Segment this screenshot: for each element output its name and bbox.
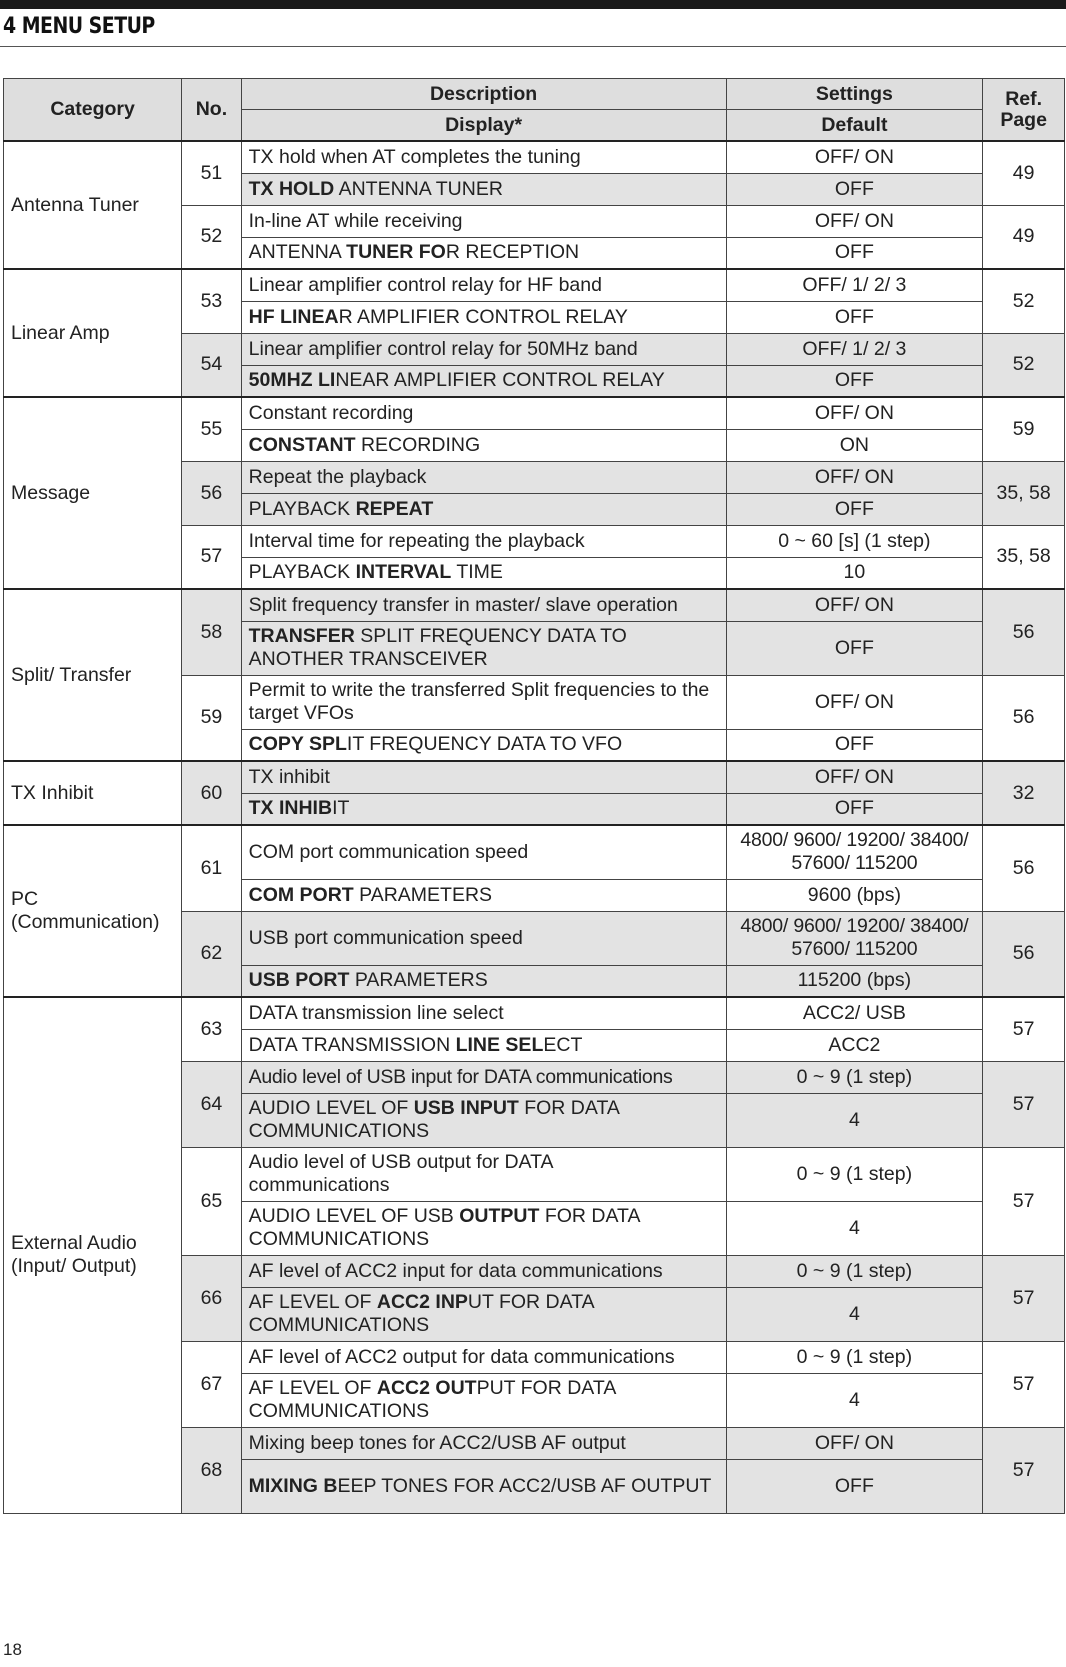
default-value: OFF: [726, 793, 983, 825]
menu-number: 65: [182, 1147, 241, 1255]
ref-page: 35, 58: [983, 461, 1065, 525]
default-value: 9600 (bps): [726, 879, 983, 911]
menu-number: 57: [182, 525, 241, 589]
display-rest: ECT: [543, 1033, 583, 1056]
header-settings: Settings: [726, 79, 983, 110]
description: Audio level of USB output for DATA communications: [241, 1147, 726, 1201]
default-value: 4: [726, 1373, 983, 1427]
description: COM port communication speed: [241, 825, 726, 879]
ref-page: 57: [983, 1061, 1065, 1147]
display-rest: PUT FOR DATA COMMUNICATIONS: [248, 1377, 616, 1422]
display-bold: USB INPUT: [413, 1097, 519, 1119]
category-cell: Antenna Tuner: [4, 141, 182, 269]
settings: OFF/ ON: [726, 675, 983, 729]
display-bold: TX HOLD: [248, 177, 335, 200]
menu-number: 63: [182, 997, 241, 1061]
default-value: OFF: [726, 621, 983, 675]
display-bold: ACC2 INP: [376, 1291, 468, 1313]
section-split-transfer: [4, 589, 1065, 761]
menu-number: 52: [182, 205, 241, 269]
settings: 4800/ 9600/ 19200/ 38400/ 57600/ 115200: [726, 825, 983, 879]
display-text: [241, 557, 726, 589]
display-text: [241, 301, 726, 333]
menu-number: 68: [182, 1427, 241, 1513]
display-bold: INTERVAL: [355, 561, 452, 584]
display-pre: PLAYBACK: [248, 497, 356, 520]
default-value: OFF: [726, 173, 983, 205]
category-cell: PC (Communication): [4, 825, 182, 997]
ref-page: 49: [983, 205, 1065, 269]
category-cell: External Audio (Input/ Output): [4, 997, 182, 1513]
header-display: Display*: [241, 110, 726, 142]
display-bold: MIXING B: [248, 1474, 338, 1497]
description: Constant recording: [241, 397, 726, 429]
menu-number: 54: [182, 333, 241, 397]
menu-number: 56: [182, 461, 241, 525]
header-description: Description: [241, 79, 726, 110]
table-row: [4, 269, 1065, 301]
settings: 4800/ 9600/ 19200/ 38400/ 57600/ 115200: [726, 911, 983, 965]
display-text: [241, 1201, 726, 1255]
ref-page: 35, 58: [983, 525, 1065, 589]
display-pre: PLAYBACK: [248, 561, 356, 584]
display-text: [241, 793, 726, 825]
display-text: [241, 1093, 726, 1147]
default-value: OFF: [726, 493, 983, 525]
ref-page: 56: [983, 825, 1065, 911]
table-row: [4, 589, 1065, 621]
display-rest: R AMPLIFIER CONTROL RELAY: [338, 305, 628, 328]
ref-page: 52: [983, 333, 1065, 397]
settings: OFF/ ON: [726, 141, 983, 173]
settings: OFF/ 1/ 2/ 3: [726, 333, 983, 365]
settings: OFF/ ON: [726, 1427, 983, 1459]
menu-number: 59: [182, 675, 241, 761]
display-text: [241, 1029, 726, 1061]
default-value: OFF: [726, 729, 983, 761]
display-bold: REPEAT: [355, 497, 434, 520]
display-text: [241, 879, 726, 911]
category-cell: Message: [4, 397, 182, 589]
menu-number: 51: [182, 141, 241, 205]
display-text: [241, 729, 726, 761]
display-pre: AUDIO LEVEL OF: [248, 1097, 414, 1119]
header-default: Default: [726, 110, 983, 142]
settings: 0 ~ 60 [s] (1 step): [726, 525, 983, 557]
table-header: [4, 79, 1065, 142]
menu-number: 61: [182, 825, 241, 911]
settings: OFF/ ON: [726, 589, 983, 621]
default-value: 4: [726, 1201, 983, 1255]
display-rest: PARAMETERS: [353, 883, 493, 906]
display-rest: RECORDING: [355, 433, 481, 456]
display-text: [241, 621, 726, 675]
display-rest: FOR DATA COMMUNICATIONS: [248, 1097, 619, 1142]
ref-page: 57: [983, 1427, 1065, 1513]
menu-number: 67: [182, 1341, 241, 1427]
description: TX hold when AT completes the tuning: [241, 141, 726, 173]
menu-number: 53: [182, 269, 241, 333]
header-no: No.: [182, 79, 241, 142]
display-bold: COM PORT: [248, 883, 354, 906]
settings: 0 ~ 9 (1 step): [726, 1341, 983, 1373]
page-number: 18: [3, 1640, 22, 1659]
default-value: OFF: [726, 1459, 983, 1513]
display-rest: IT FREQUENCY DATA TO VFO: [346, 733, 623, 756]
description: Audio level of USB input for DATA communications: [241, 1061, 726, 1093]
menu-setup-table: [3, 78, 1065, 1514]
ref-page: 52: [983, 269, 1065, 333]
menu-number: 55: [182, 397, 241, 461]
display-bold: CONSTANT: [248, 433, 356, 456]
display-text: [241, 237, 726, 269]
display-text: [241, 1287, 726, 1341]
ref-page: 56: [983, 589, 1065, 675]
display-bold: USB PORT: [248, 969, 350, 992]
display-rest: ANTENNA TUNER: [334, 177, 503, 200]
table-row: [4, 761, 1065, 793]
display-text: [241, 493, 726, 525]
table-row: [4, 997, 1065, 1029]
table-row: [4, 397, 1065, 429]
menu-number: 64: [182, 1061, 241, 1147]
header-ref-page: Ref. Page: [983, 79, 1065, 142]
settings: 0 ~ 9 (1 step): [726, 1061, 983, 1093]
display-bold: ACC2 OUT: [376, 1377, 477, 1399]
display-rest: R RECEPTION: [445, 241, 580, 264]
ref-page: 57: [983, 1147, 1065, 1255]
display-text: [241, 365, 726, 397]
default-value: OFF: [726, 301, 983, 333]
section-pc-communication: [4, 825, 1065, 997]
description: TX inhibit: [241, 761, 726, 793]
description: Interval time for repeating the playback: [241, 525, 726, 557]
display-rest: FOR DATA COMMUNICATIONS: [248, 1205, 640, 1250]
description: Linear amplifier control relay for HF band: [241, 269, 726, 301]
display-bold: HF LINEA: [248, 305, 339, 328]
section-antenna-tuner: [4, 141, 1065, 269]
display-pre: AUDIO LEVEL OF USB: [248, 1205, 460, 1227]
ref-page: 32: [983, 761, 1065, 825]
settings: OFF/ 1/ 2/ 3: [726, 269, 983, 301]
table-row: [4, 141, 1065, 173]
ref-page: 56: [983, 911, 1065, 997]
display-text: [241, 965, 726, 997]
display-rest: SPLIT FREQUENCY DATA TO ANOTHER TRANSCEIVER: [248, 625, 627, 670]
category-cell: Linear Amp: [4, 269, 182, 397]
display-rest: NEAR AMPLIFIER CONTROL RELAY: [335, 369, 665, 392]
description: DATA transmission line select: [241, 997, 726, 1029]
ref-page: 57: [983, 1255, 1065, 1341]
display-rest: TIME: [451, 561, 503, 584]
settings: OFF/ ON: [726, 397, 983, 429]
settings: 0 ~ 9 (1 step): [726, 1255, 983, 1287]
section-linear-amp: [4, 269, 1065, 397]
description: AF level of ACC2 output for data communications: [241, 1341, 726, 1373]
display-bold: COPY SPL: [248, 733, 347, 756]
top-rule: [0, 0, 1066, 9]
section-tx-inhibit: [4, 761, 1065, 825]
display-text: [241, 1459, 726, 1513]
display-text: [241, 429, 726, 461]
menu-number: 66: [182, 1255, 241, 1341]
display-bold: TUNER FO: [346, 241, 446, 264]
settings: OFF/ ON: [726, 761, 983, 793]
section-title: 4 MENU SETUP: [3, 14, 155, 39]
default-value: 4: [726, 1287, 983, 1341]
section-external-audio: [4, 997, 1065, 1513]
display-text: [241, 173, 726, 205]
display-rest: IT: [332, 797, 350, 820]
display-pre: DATA TRANSMISSION: [248, 1033, 456, 1056]
description: Mixing beep tones for ACC2/USB AF output: [241, 1427, 726, 1459]
section-message: [4, 397, 1065, 589]
description: In-line AT while receiving: [241, 205, 726, 237]
settings: OFF/ ON: [726, 205, 983, 237]
display-rest: EEP TONES FOR ACC2/USB AF OUTPUT: [337, 1474, 712, 1497]
description: Split frequency transfer in master/ slave operation: [241, 589, 726, 621]
display-text: [241, 1373, 726, 1427]
display-pre: ANTENNA: [248, 241, 347, 264]
display-rest: PARAMETERS: [349, 969, 488, 992]
settings: 0 ~ 9 (1 step): [726, 1147, 983, 1201]
ref-page: 57: [983, 997, 1065, 1061]
category-cell: Split/ Transfer: [4, 589, 182, 761]
menu-number: 58: [182, 589, 241, 675]
description: Permit to write the transferred Split frequencies to the target VFOs: [241, 675, 726, 729]
description: AF level of ACC2 input for data communications: [241, 1255, 726, 1287]
default-value: ACC2: [726, 1029, 983, 1061]
display-bold: TRANSFER: [248, 625, 355, 647]
header-category: Category: [4, 79, 182, 142]
display-rest: UT FOR DATA COMMUNICATIONS: [248, 1291, 594, 1336]
default-value: 10: [726, 557, 983, 589]
display-bold: LINE SEL: [455, 1033, 544, 1056]
default-value: OFF: [726, 237, 983, 269]
table-row: [4, 825, 1065, 879]
menu-number: 62: [182, 911, 241, 997]
settings: OFF/ ON: [726, 461, 983, 493]
description: Linear amplifier control relay for 50MHz band: [241, 333, 726, 365]
display-pre: AF LEVEL OF: [248, 1291, 377, 1313]
display-bold: TX INHIB: [248, 797, 333, 820]
description: Repeat the playback: [241, 461, 726, 493]
ref-page: 59: [983, 397, 1065, 461]
ref-page: 56: [983, 675, 1065, 761]
display-pre: AF LEVEL OF: [248, 1377, 377, 1399]
default-value: OFF: [726, 365, 983, 397]
menu-number: 60: [182, 761, 241, 825]
title-divider: [0, 46, 1066, 47]
default-value: 115200 (bps): [726, 965, 983, 997]
default-value: ON: [726, 429, 983, 461]
ref-page: 57: [983, 1341, 1065, 1427]
display-bold: 50MHZ LI: [248, 369, 336, 392]
category-cell: TX Inhibit: [4, 761, 182, 825]
description: USB port communication speed: [241, 911, 726, 965]
default-value: 4: [726, 1093, 983, 1147]
settings: ACC2/ USB: [726, 997, 983, 1029]
ref-page: 49: [983, 141, 1065, 205]
display-bold: OUTPUT: [459, 1205, 540, 1227]
